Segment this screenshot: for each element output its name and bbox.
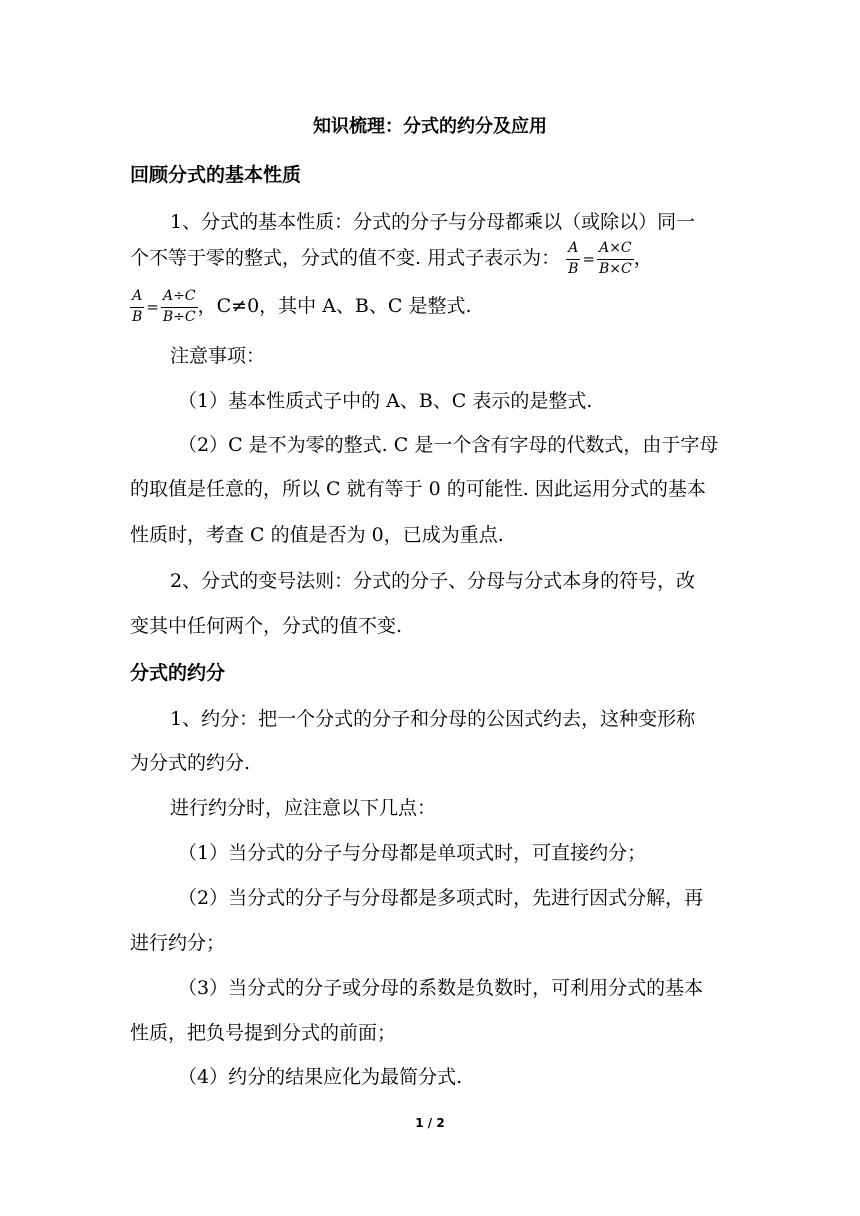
paragraph-line: 进行约分时，应注意以下几点： — [170, 797, 437, 819]
paragraph-line: 1、分式的基本性质：分式的分子与分母都乘以（或除以）同一 — [170, 211, 696, 233]
paragraph-text: 个不等于零的整式，分式的值不变. 用式子表示为： — [130, 247, 561, 269]
note-label: 注意事项： — [170, 345, 266, 367]
note-item: （2）C 是不为零的整式. C 是一个含有字母的代数式，由于字母 — [178, 434, 719, 456]
fraction-divide — [161, 288, 198, 326]
fraction-a-over-b — [566, 240, 580, 278]
equals-sign: = — [582, 250, 596, 268]
fraction-multiply — [597, 240, 634, 278]
list-item: （2）当分式的分子与分母都是多项式时，先进行因式分解，再 — [178, 887, 704, 909]
paragraph-line: 的取值是任意的，所以 C 就有等于 0 的可能性. 因此运用分式的基本 — [130, 478, 706, 500]
paragraph-line: 性质，把负号提到分式的前面； — [130, 1022, 397, 1044]
paragraph-line: 1、约分：把一个分式的分子和分母的公因式约去，这种变形称 — [170, 708, 696, 730]
fraction-denominator: B — [132, 308, 143, 325]
paragraph-line: 2、分式的变号法则：分式的分子、分母与分式本身的符号，改 — [170, 570, 696, 592]
fraction-numerator: A÷C — [161, 288, 198, 308]
paragraph-line-with-formula — [130, 288, 472, 326]
fraction-denominator: B÷C — [162, 308, 196, 325]
fraction-numerator: A×C — [597, 240, 634, 260]
page-title: 知识梳理：分式的约分及应用 — [313, 116, 547, 137]
section-heading-review: 回顾分式的基本性质 — [130, 164, 302, 186]
paragraph-line: 性质时，考查 C 的值是否为 0，已成为重点. — [130, 524, 504, 546]
fraction-numerator: A — [130, 288, 144, 308]
page-number: 1 / 2 — [415, 1116, 445, 1130]
paragraph-line-with-formula — [130, 240, 653, 278]
paragraph-text: ，C≠0，其中 A、B、C 是整式. — [197, 295, 472, 317]
paragraph-line: 进行约分； — [130, 932, 226, 954]
fraction-denominator: B — [568, 260, 579, 277]
fraction-a-over-b — [130, 288, 144, 326]
paragraph-line: 为分式的约分. — [130, 752, 251, 774]
list-item: （3）当分式的分子或分母的系数是负数时，可利用分式的基本 — [178, 977, 704, 999]
fraction-denominator: B×C — [599, 260, 632, 277]
punctuation: ， — [633, 247, 653, 269]
equals-sign: = — [146, 298, 159, 316]
fraction-numerator: A — [566, 240, 580, 260]
note-item: （1）基本性质式子中的 A、B、C 表示的是整式. — [178, 390, 593, 412]
list-item: （4）约分的结果应化为最简分式. — [178, 1066, 463, 1088]
paragraph-line: 变其中任何两个，分式的值不变. — [130, 615, 403, 637]
list-item: （1）当分式的分子与分母都是单项式时，可直接约分； — [178, 842, 647, 864]
section-heading-reduction: 分式的约分 — [130, 662, 226, 684]
